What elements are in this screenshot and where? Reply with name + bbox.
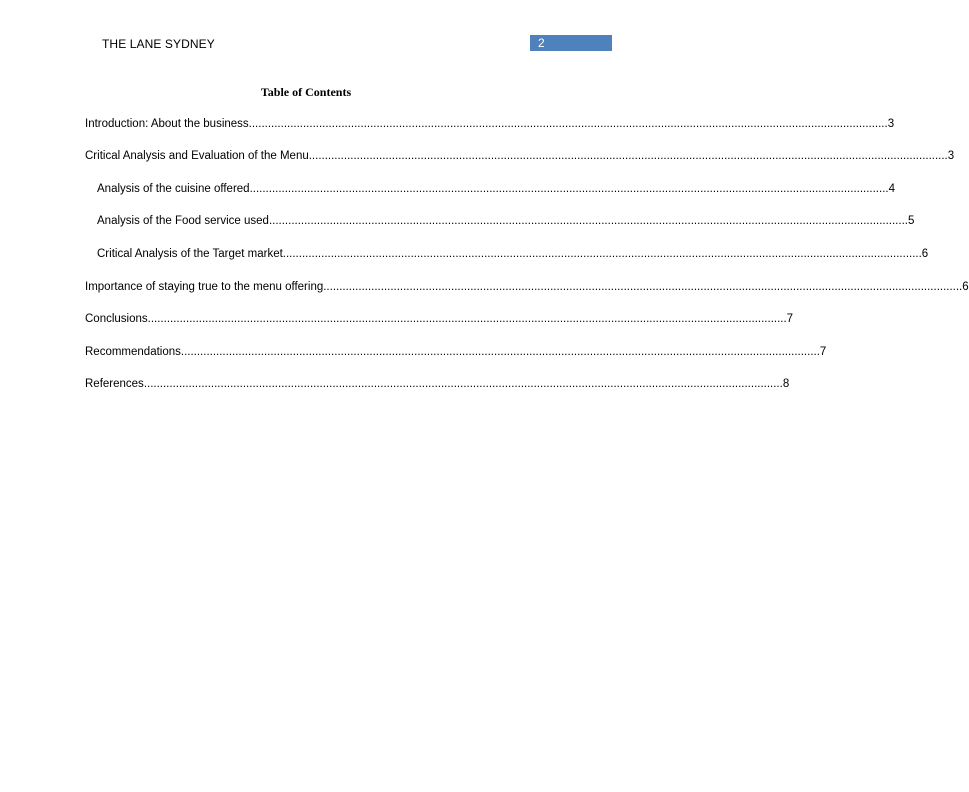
toc-dot-leader: ........................................................................................................................................................................................................ <box>147 313 787 325</box>
toc-entry-label: Analysis of the Food service used <box>97 215 269 227</box>
toc-entry-label: References <box>85 378 144 390</box>
toc-dot-leader: ........................................................................................................................................................................................................ <box>249 183 889 195</box>
toc-entry-page: 7 <box>819 346 827 358</box>
toc-entry[interactable] <box>85 116 895 132</box>
toc-entry-page: 7 <box>786 313 794 325</box>
toc-entry[interactable] <box>97 181 895 197</box>
toc-entry-page: 6 <box>962 281 969 293</box>
toc-entry-label: Critical Analysis of the Target market <box>97 248 283 260</box>
toc-entry-page: 3 <box>947 150 955 162</box>
toc-entry-label: Recommendations <box>85 346 181 358</box>
toc-entry-label: Conclusions <box>85 313 148 325</box>
toc-dot-leader: ........................................................................................................................................................................................................ <box>248 118 888 130</box>
toc-dot-leader: ........................................................................................................................................................................................................ <box>282 248 922 260</box>
toc-entry[interactable] <box>97 246 929 262</box>
toc-dot-leader: ........................................................................................................................................................................................................ <box>143 378 783 390</box>
toc-entry-label: Importance of staying true to the menu offering <box>85 281 324 293</box>
toc-entry-page: 5 <box>907 215 915 227</box>
toc-dot-leader: ........................................................................................................................................................................................................ <box>308 150 948 162</box>
toc-entry-page: 6 <box>921 248 929 260</box>
toc-entry[interactable] <box>85 344 827 360</box>
toc-entry-label: Analysis of the cuisine offered <box>97 183 250 195</box>
toc-entry[interactable] <box>85 311 794 327</box>
toc-entry-page: 4 <box>888 183 895 195</box>
toc-entry[interactable] <box>85 376 790 392</box>
toc-entry[interactable] <box>85 279 969 295</box>
toc-heading: Table of Contents <box>260 85 352 99</box>
toc-entry-label: Critical Analysis and Evaluation of the Menu <box>85 150 309 162</box>
toc-dot-leader: ........................................................................................................................................................................................................ <box>323 281 963 293</box>
toc-dot-leader: ........................................................................................................................................................................................................ <box>268 215 908 227</box>
toc-entry[interactable] <box>97 213 915 229</box>
page-number-badge: 2 <box>530 35 612 51</box>
running-header-title: THE LANE SYDNEY <box>102 37 215 51</box>
toc-entry-page: 3 <box>887 118 895 130</box>
toc-entry-label: Introduction: About the business <box>85 118 249 130</box>
toc-dot-leader: ........................................................................................................................................................................................................ <box>180 346 820 358</box>
toc-entry[interactable] <box>85 148 955 164</box>
toc-entry-page: 8 <box>782 378 790 390</box>
